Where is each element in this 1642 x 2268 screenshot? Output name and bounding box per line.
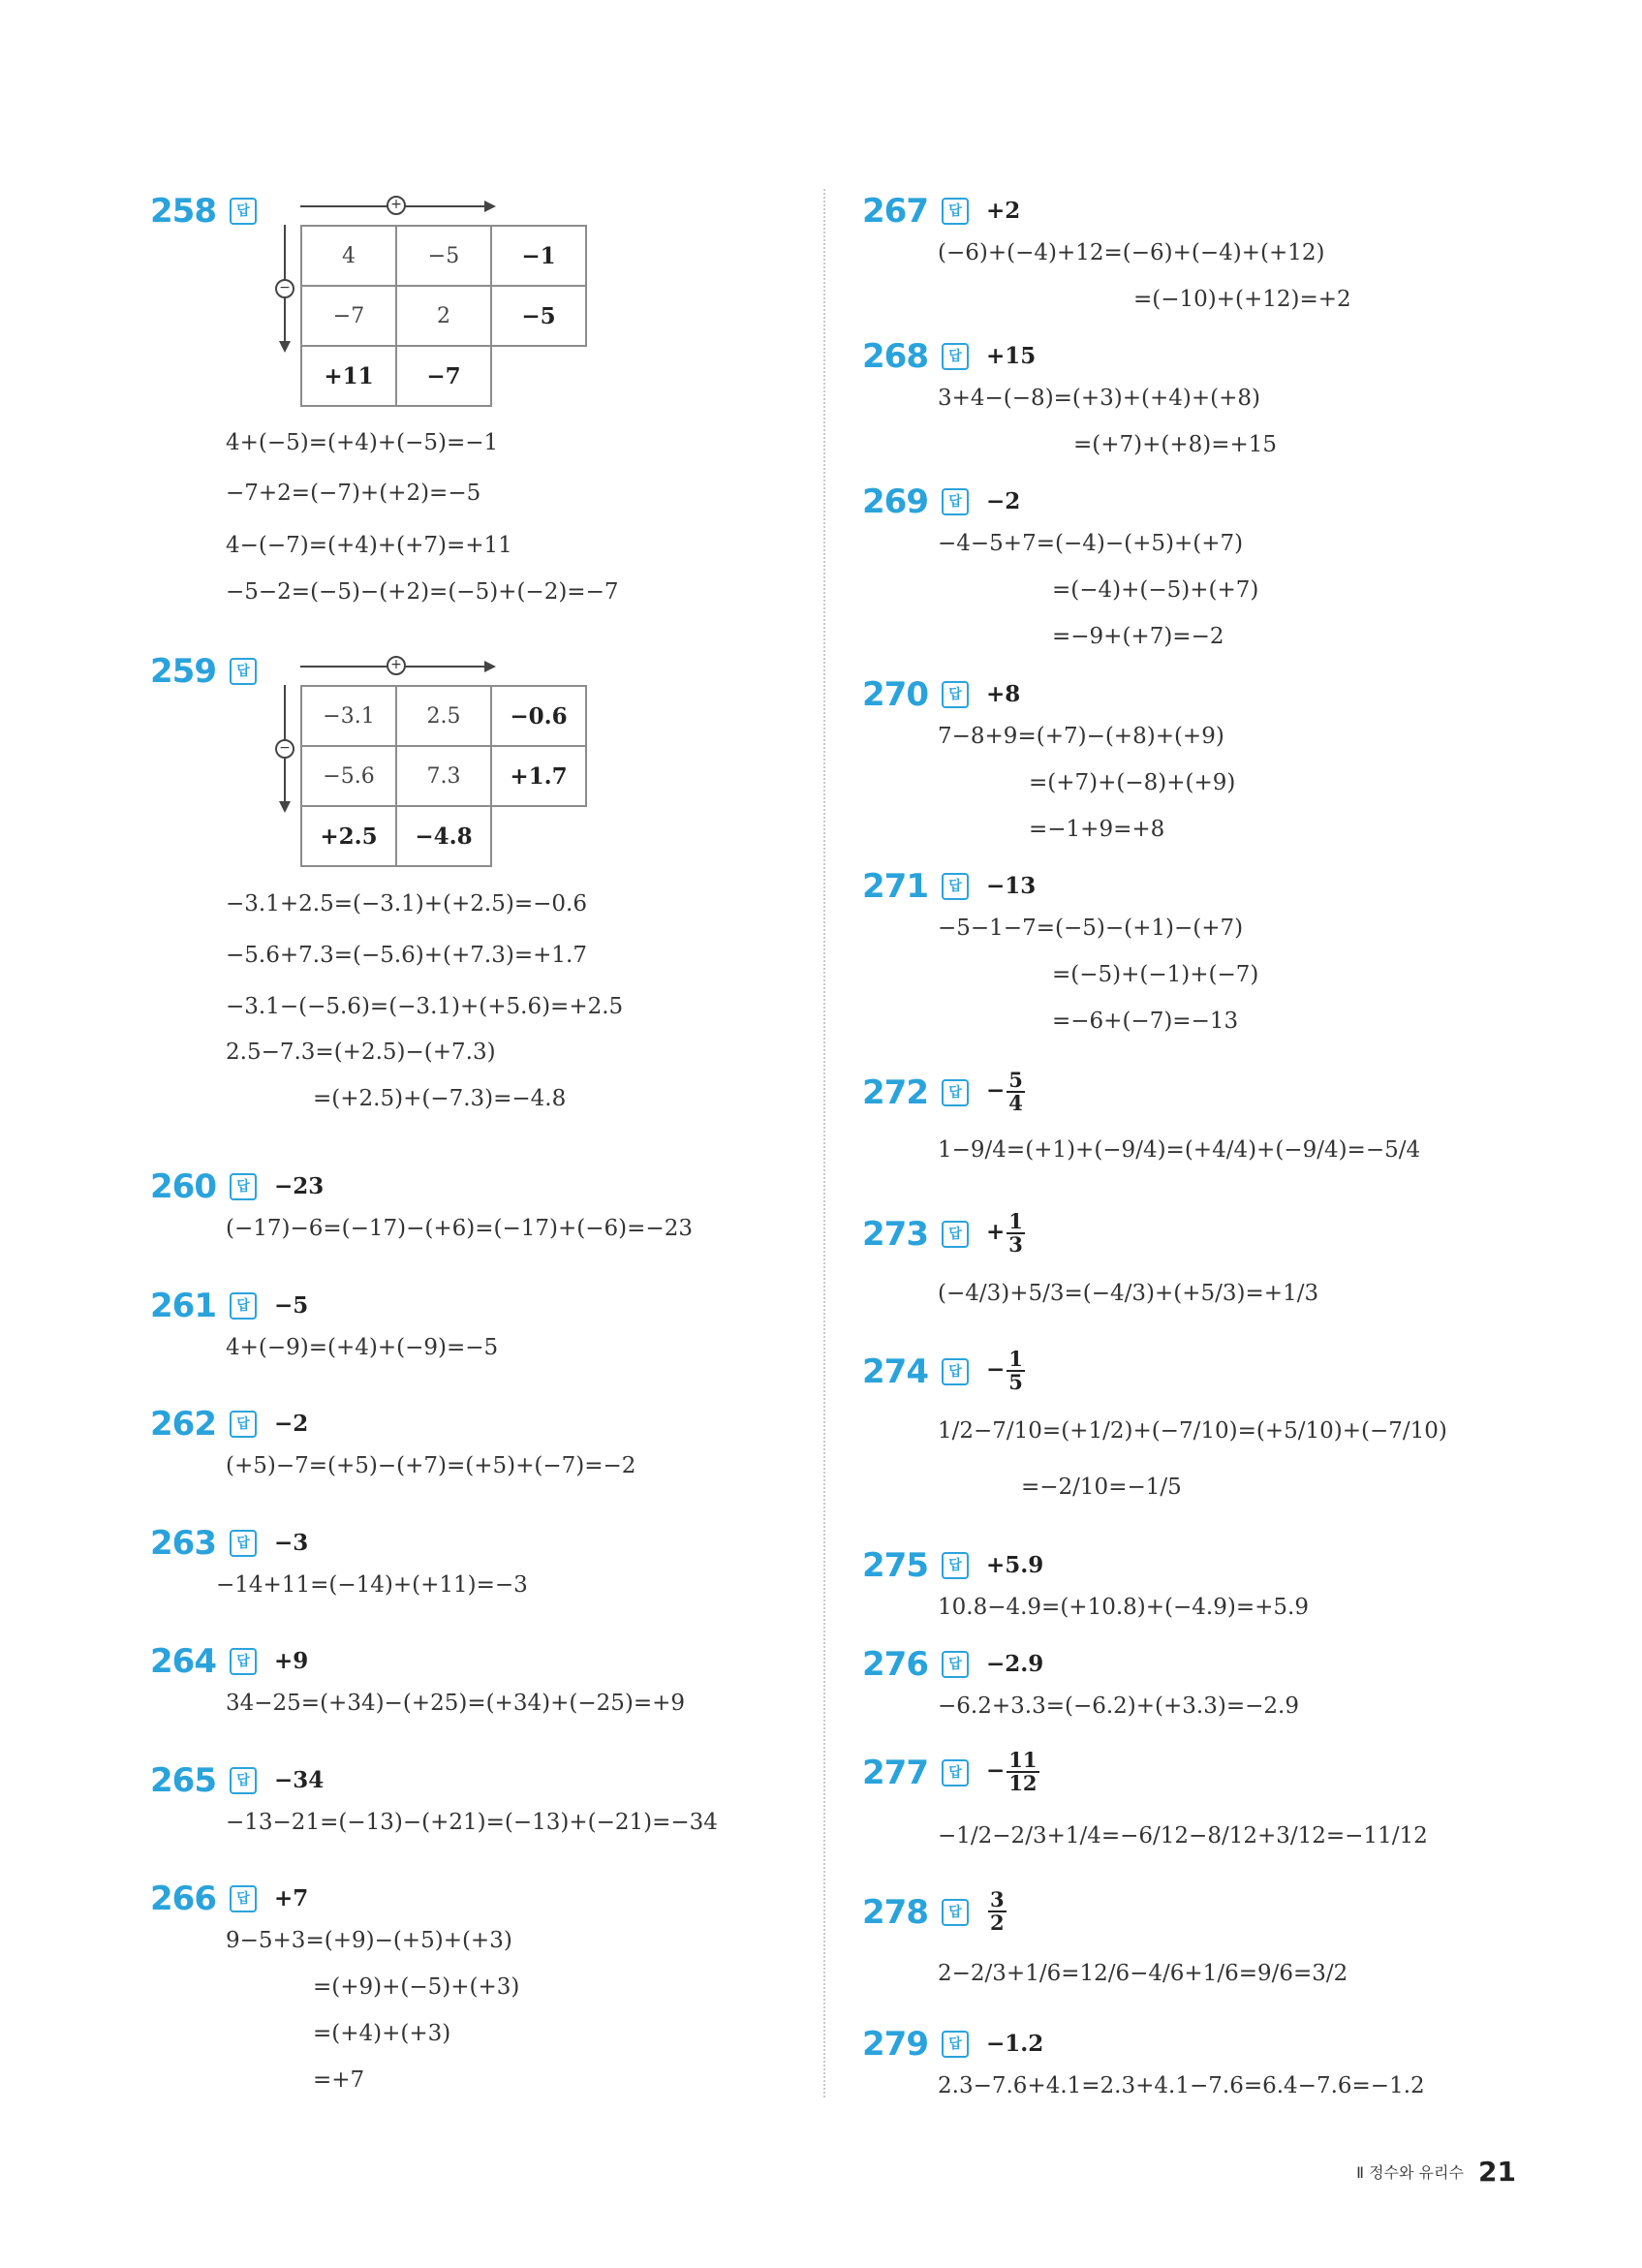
- solution-line: =−1+9=+8: [1029, 817, 1165, 842]
- answer-value: +9: [274, 1648, 309, 1674]
- answer-tag: 답: [942, 488, 969, 515]
- answer-value: −23: [274, 1173, 325, 1199]
- grid-cell-empty: [491, 806, 586, 866]
- problem-number: 275: [862, 1546, 928, 1585]
- solution-line: =(+9)+(−5)+(+3): [313, 1974, 520, 2000]
- answer-tag: 답: [230, 658, 257, 685]
- answer-fraction: $\frac{5}{4}$: [1008, 1068, 1023, 1115]
- solution-line: =(+7)+(−8)+(+9): [1029, 770, 1236, 795]
- grid-cell: −0.6: [491, 686, 586, 746]
- problem-number: 272: [862, 1073, 928, 1112]
- answer-fraction: $\frac{1}{3}$: [1008, 1209, 1023, 1257]
- answer-value: [986, 1889, 1007, 1934]
- answer-value: +5.9: [986, 1552, 1044, 1578]
- solution-line: −7+2=(−7)+(+2)=−5: [226, 481, 481, 506]
- chapter-label: Ⅱ 정수와 유리수: [1356, 2163, 1464, 2182]
- grid-cell: −7: [396, 346, 491, 406]
- answer-value: +15: [986, 343, 1037, 369]
- answer-tag: 답: [230, 1648, 257, 1675]
- solution-line: −5.6+7.3=(−5.6)+(+7.3)=+1.7: [226, 943, 587, 968]
- solution-line: 34−25=(+34)−(+25)=(+34)+(−25)=+9: [226, 1691, 686, 1716]
- solution-line: =+7: [313, 2067, 365, 2093]
- solution-line: =−9+(+7)=−2: [1052, 624, 1224, 649]
- answer-tag: 답: [942, 1759, 969, 1786]
- answer-value: −2: [986, 488, 1021, 514]
- problem-number: 278: [862, 1893, 928, 1932]
- grid-cell: −4.8: [396, 806, 491, 866]
- problem-number: 261: [150, 1287, 216, 1325]
- grid-cell: −5: [491, 286, 586, 346]
- problem-number: 259: [150, 652, 216, 691]
- grid-cell-empty: [491, 346, 586, 406]
- answer-value: −1.2: [986, 2031, 1044, 2057]
- answer-tag: 답: [230, 1411, 257, 1438]
- answer-value: − $\frac{11}{12}$: [986, 1748, 1038, 1795]
- solution-line: −13−21=(−13)−(+21)=(−13)+(−21)=−34: [226, 1810, 718, 1835]
- grid-cell: +2.5: [301, 806, 396, 866]
- answer-value: +8: [986, 681, 1021, 707]
- grid-cell: 4: [301, 226, 396, 286]
- solution-line: 7−8+9=(+7)−(+8)+(+9): [938, 724, 1224, 749]
- answer-tag: 답: [942, 1079, 969, 1106]
- solution-line: =−6+(−7)=−13: [1052, 1009, 1239, 1034]
- grid-cell: 2: [396, 286, 491, 346]
- problem-number: 260: [150, 1167, 216, 1206]
- answer-tag: 답: [942, 1221, 969, 1248]
- answer-value: +2: [986, 198, 1021, 224]
- answer-tag: 답: [942, 1651, 969, 1678]
- solution-line: =(+4)+(+3): [313, 2021, 451, 2046]
- problem-number: 279: [862, 2025, 928, 2064]
- answer-value: − $\frac{5}{4}$: [986, 1068, 1023, 1115]
- problem-number: 269: [862, 482, 928, 521]
- problem-number: 262: [150, 1405, 216, 1444]
- answer-tag: 답: [230, 1530, 257, 1557]
- problem-number: 273: [862, 1215, 928, 1254]
- problem-number: 271: [862, 867, 928, 906]
- answer-value: − $\frac{1}{5}$: [986, 1347, 1023, 1394]
- plus-circle-icon: +: [387, 656, 406, 675]
- answer-value: −13: [986, 873, 1037, 899]
- answer-tag: 답: [942, 1358, 969, 1385]
- solution-line: −1/2−2/3+1/4=−6/12−8/12+3/12=−11/12: [938, 1823, 1428, 1849]
- page-number: 21: [1478, 2156, 1516, 2188]
- answer-tag: 답: [942, 1552, 969, 1579]
- grid-cell: +1.7: [491, 746, 586, 806]
- answer-value: +7: [274, 1885, 309, 1911]
- solution-line: −6.2+3.3=(−6.2)+(+3.3)=−2.9: [938, 1693, 1299, 1719]
- solution-line: =(−5)+(−1)+(−7): [1052, 962, 1259, 987]
- minus-circle-icon: −: [275, 739, 294, 759]
- answer-tag: 답: [942, 873, 969, 900]
- plus-circle-icon: +: [387, 196, 406, 215]
- solution-line: (−6)+(−4)+12=(−6)+(−4)+(+12): [938, 240, 1325, 265]
- answer-grid: [300, 685, 587, 867]
- solution-line: −4−5+7=(−4)−(+5)+(+7): [938, 531, 1244, 556]
- answer-tag: 답: [230, 198, 257, 225]
- solution-line: 2−2/3+1/6=12/6−4/6+1/6=9/6=3/2: [938, 1961, 1348, 1986]
- answer-tag: 답: [230, 1292, 257, 1320]
- grid-cell: +11: [301, 346, 396, 406]
- minus-circle-icon: −: [275, 279, 294, 298]
- grid-cell: −7: [301, 286, 396, 346]
- solution-line: −5−1−7=(−5)−(+1)−(+7): [938, 916, 1244, 941]
- answer-tag: 답: [942, 343, 969, 370]
- answer-value: −34: [274, 1767, 325, 1793]
- answer-fraction: $\frac{11}{12}$: [1008, 1748, 1038, 1795]
- grid-cell: 7.3: [396, 746, 491, 806]
- problem-number: 268: [862, 337, 928, 376]
- solution-line: 3+4−(−8)=(+3)+(+4)+(+8): [938, 386, 1261, 411]
- answer-fraction: $\frac{3}{2}$: [990, 1887, 1005, 1935]
- answer-grid: [300, 225, 587, 407]
- solution-line: −3.1−(−5.6)=(−3.1)+(+5.6)=+2.5: [226, 994, 624, 1019]
- problem-number: 266: [150, 1880, 216, 1918]
- problem-number: 263: [150, 1524, 216, 1563]
- answer-tag: 답: [230, 1767, 257, 1794]
- solution-line: 4−(−7)=(+4)+(+7)=+11: [226, 533, 512, 558]
- solution-line: =(−10)+(+12)=+2: [1133, 287, 1351, 312]
- problem-number: 258: [150, 192, 216, 231]
- solution-line: −3.1+2.5=(−3.1)+(+2.5)=−0.6: [226, 891, 587, 917]
- solution-line: (+5)−7=(+5)−(+7)=(+5)+(−7)=−2: [226, 1453, 636, 1478]
- answer-tag: 답: [942, 681, 969, 708]
- grid-cell: −5: [396, 226, 491, 286]
- answer-value: −5: [274, 1292, 309, 1319]
- solution-line: =(+2.5)+(−7.3)=−4.8: [313, 1086, 567, 1111]
- solution-line: 1/2−7/10=(+1/2)+(−7/10)=(+5/10)+(−7/10): [938, 1418, 1447, 1444]
- page-footer: [1356, 2156, 1516, 2188]
- solution-line: 4+(−5)=(+4)+(−5)=−1: [226, 430, 499, 455]
- grid-cell: 2.5: [396, 686, 491, 746]
- solution-line: =(+7)+(+8)=+15: [1073, 432, 1278, 457]
- column-divider: [823, 189, 825, 2097]
- solution-line: (−17)−6=(−17)−(+6)=(−17)+(−6)=−23: [226, 1216, 693, 1241]
- answer-tag: 답: [942, 1899, 969, 1926]
- answer-fraction: $\frac{1}{5}$: [1008, 1347, 1023, 1394]
- solution-line: 4+(−9)=(+4)+(−9)=−5: [226, 1335, 499, 1360]
- solution-line: −14+11=(−14)+(+11)=−3: [216, 1572, 528, 1598]
- problem-number: 264: [150, 1642, 216, 1681]
- problem-number: 276: [862, 1645, 928, 1684]
- answer-value: −2: [274, 1411, 309, 1437]
- answer-value: + $\frac{1}{3}$: [986, 1209, 1023, 1257]
- grid-cell: −1: [491, 226, 586, 286]
- answer-tag: 답: [230, 1173, 257, 1200]
- solution-line: 9−5+3=(+9)−(+5)+(+3): [226, 1928, 512, 1953]
- answer-tag: 답: [942, 2031, 969, 2058]
- problem-number: 274: [862, 1352, 928, 1391]
- solution-line: (−4/3)+5/3=(−4/3)+(+5/3)=+1/3: [938, 1281, 1319, 1306]
- solution-line: 1−9/4=(+1)+(−9/4)=(+4/4)+(−9/4)=−5/4: [938, 1137, 1421, 1163]
- solution-line: −5−2=(−5)−(+2)=(−5)+(−2)=−7: [226, 579, 619, 605]
- solution-line: 2.3−7.6+4.1=2.3+4.1−7.6=6.4−7.6=−1.2: [938, 2073, 1425, 2098]
- solution-line: 2.5−7.3=(+2.5)−(+7.3): [226, 1040, 496, 1065]
- problem-number: 265: [150, 1761, 216, 1800]
- problem-number: 270: [862, 675, 928, 714]
- problem-number: 277: [862, 1754, 928, 1792]
- answer-value: −3: [274, 1530, 309, 1556]
- grid-cell: −3.1: [301, 686, 396, 746]
- answer-value: −2.9: [986, 1651, 1044, 1677]
- grid-cell: −5.6: [301, 746, 396, 806]
- solution-line: =−2/10=−1/5: [1021, 1475, 1182, 1500]
- problem-number: 267: [862, 192, 928, 231]
- solution-line: =(−4)+(−5)+(+7): [1052, 577, 1259, 603]
- solution-line: 10.8−4.9=(+10.8)+(−4.9)=+5.9: [938, 1595, 1309, 1620]
- answer-tag: 답: [942, 198, 969, 225]
- answer-tag: 답: [230, 1885, 257, 1912]
